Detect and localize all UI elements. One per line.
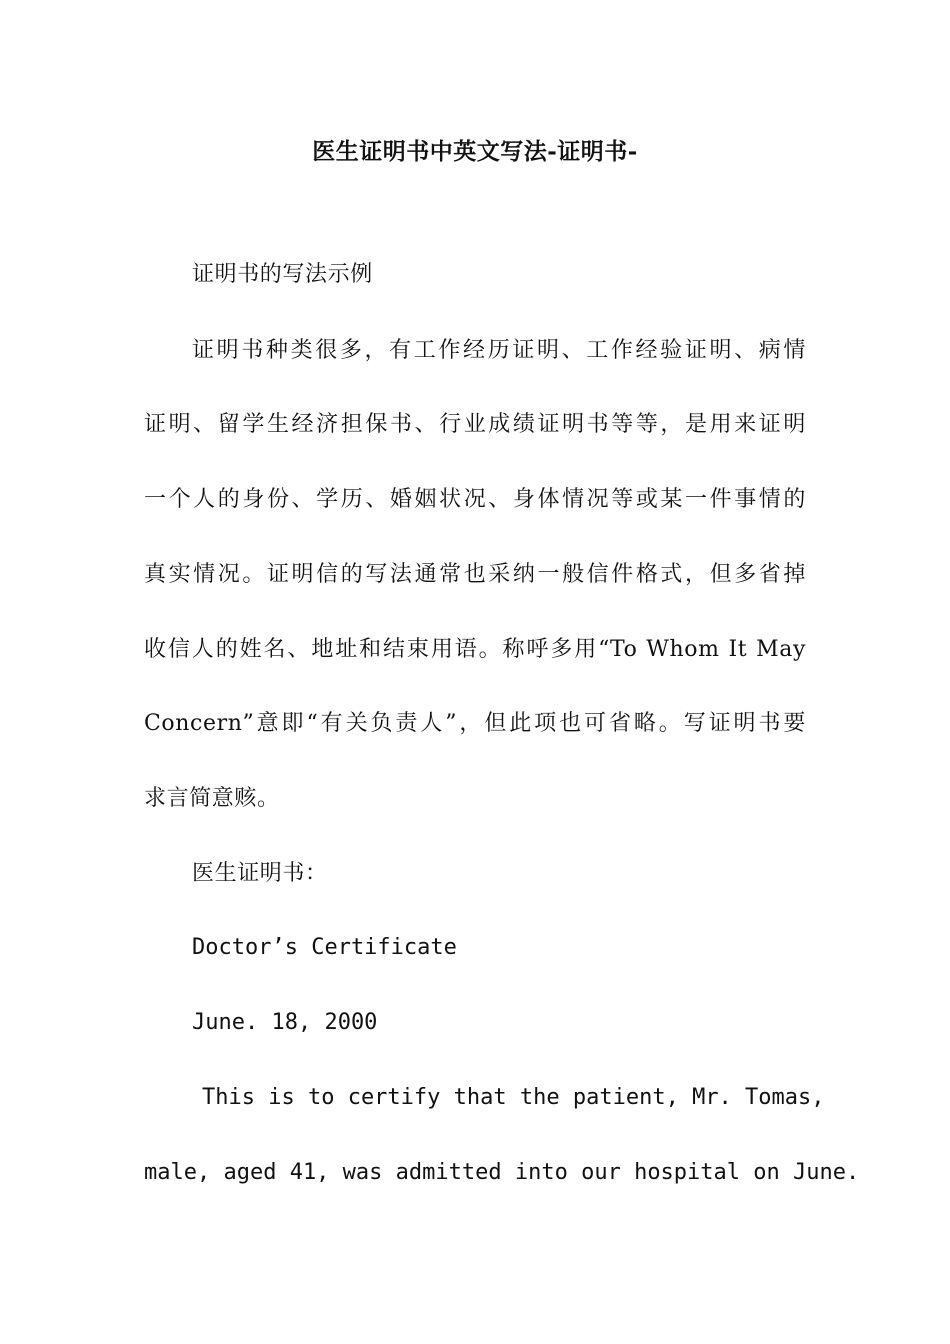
certificate-body-line: This is to certify that the patient, Mr. Tomas, [202,1085,825,1110]
document-title: 医生证明书中英文写法-证明书- [312,138,638,165]
paragraph-line: 真实情况。证明信的写法通常也采纳一般信件格式，但多省掉 [144,562,806,587]
certificate-body-line: male, aged 41, was admitted into our hospital on June. [144,1160,860,1185]
example-label: 医生证明书： [192,861,328,886]
section-heading: 证明书的写法示例 [192,262,373,287]
paragraph-line: 一个人的身份、学历、婚姻状况、身体情况等或某一件事情的 [144,487,806,512]
paragraph-line: 证明、留学生经济担保书、行业成绩证明书等等，是用来证明 [144,412,806,437]
certificate-title: Doctor’s Certificate [192,935,457,960]
paragraph-line: 求言简意赅。 [144,786,280,811]
paragraph-line: Concern”意即“有关负责人”，但此项也可省略。写证明书要 [144,711,806,736]
certificate-date: June. 18, 2000 [192,1010,378,1035]
paragraph-line: 证明书种类很多，有工作经历证明、工作经验证明、病情 [192,338,806,363]
paragraph-line: 收信人的姓名、地址和结束用语。称呼多用“To Whom It May [144,637,806,662]
